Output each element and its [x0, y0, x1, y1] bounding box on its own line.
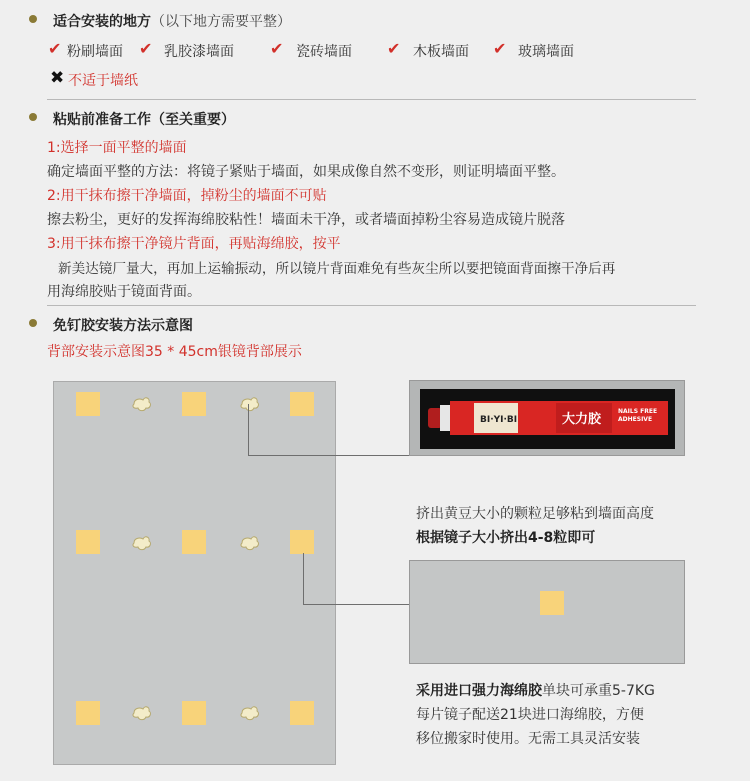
- step3-text-line1: 新美达镜厂量大，再加上运输振动，所以镜片背面难免有些灰尘所以要把镜面背面擦干净后再: [58, 261, 616, 277]
- glue-drop-icon: [239, 534, 261, 554]
- sponge-caption-line2: 每片镜子配送21块进口海绵胶，方便: [416, 707, 644, 723]
- check-icon: ✔: [270, 39, 284, 58]
- glue-drop-icon: [239, 395, 261, 415]
- step3-text-line2: 用海绵胶贴于镜面背面。: [47, 284, 201, 300]
- bullet-icon: [29, 15, 37, 23]
- sponge-pad: [76, 392, 100, 416]
- diagram-subtitle: 背部安装示意图35 * 45cm银镜背部展示: [47, 344, 302, 360]
- sponge-pad: [290, 530, 314, 554]
- check-icon: ✔: [139, 39, 153, 58]
- section-title-suitable: [53, 11, 291, 31]
- sponge-pad: [182, 392, 206, 416]
- glue-drop-icon: [239, 704, 261, 724]
- section-title-preparation: 粘贴前准备工作（至关重要）: [53, 112, 235, 128]
- section-title-text: 适合安装的地方: [53, 14, 151, 30]
- sponge-pad: [76, 530, 100, 554]
- connector-line: [303, 604, 409, 605]
- sponge-sample-panel: [409, 560, 685, 664]
- section-divider: [47, 99, 696, 100]
- mirror-back-panel: [53, 381, 336, 765]
- surface-item: 玻璃墙面: [518, 44, 574, 60]
- step1-text: 确定墙面平整的方法：将镜子紧贴于墙面，如果成像自然不变形，则证明墙面平整。: [47, 164, 565, 180]
- glue-drop-icon: [131, 704, 153, 724]
- sponge-caption-rest: 单块可承重5-7KG: [542, 683, 655, 699]
- step3-title: 3:用干抹布擦干净镜片背面，再贴海绵胶，按平: [47, 236, 341, 252]
- sponge-pad: [76, 701, 100, 725]
- glue-drop-icon: [131, 534, 153, 554]
- sponge-pad: [540, 591, 564, 615]
- connector-line: [248, 404, 249, 456]
- sponge-pad: [182, 701, 206, 725]
- step2-text: 擦去粉尘，更好的发挥海绵胶粘性！墙面未干净，或者墙面掉粉尘容易造成镜片脱落: [47, 212, 565, 228]
- connector-line: [248, 455, 409, 456]
- sponge-pad: [290, 392, 314, 416]
- glue-drop-icon: [131, 395, 153, 415]
- step2-title: 2:用干抹布擦干净墙面，掉粉尘的墙面不可贴: [47, 188, 327, 204]
- tube-label-en2: ADHESIVE: [618, 416, 653, 423]
- connector-line: [303, 553, 304, 605]
- glue-tube-image: [409, 380, 685, 456]
- surface-item: 瓷砖墙面: [296, 44, 352, 60]
- check-icon: ✔: [387, 39, 401, 58]
- section-title-note: （以下地方需要平整）: [151, 14, 291, 30]
- tube-label-cn: 大力胶: [562, 412, 602, 427]
- section-title-install: 免钉胶安装方法示意图: [53, 318, 193, 334]
- sponge-caption-line1: [416, 680, 655, 700]
- tube-label-en1: NAILS FREE: [618, 408, 658, 415]
- sponge-caption-bold: 采用进口强力海绵胶: [416, 683, 542, 699]
- sponge-pad: [290, 701, 314, 725]
- step1-title: 1:选择一面平整的墙面: [47, 140, 187, 156]
- surface-item: 木板墙面: [413, 44, 469, 60]
- check-icon: ✔: [493, 39, 507, 58]
- glue-caption-line1: 挤出黄豆大小的颗粒足够粘到墙面高度: [416, 506, 654, 522]
- sponge-caption-line3: 移位搬家时使用。无需工具灵活安装: [416, 731, 640, 747]
- surface-item: 粉刷墙面: [67, 44, 123, 60]
- tube-brand-text: BI·YI·BI: [480, 415, 518, 425]
- check-icon: ✔: [48, 39, 62, 58]
- glue-tube-illustration: [410, 381, 686, 457]
- glue-caption-line2: 根据镜子大小挤出4-8粒即可: [416, 530, 596, 546]
- section-divider: [47, 305, 696, 306]
- bullet-icon: [29, 113, 37, 121]
- surface-item: 乳胶漆墙面: [164, 44, 234, 60]
- bullet-icon: [29, 319, 37, 327]
- unsuitable-item: 不适于墙纸: [68, 73, 138, 89]
- sponge-pad: [182, 530, 206, 554]
- cross-icon: ✖: [50, 68, 65, 88]
